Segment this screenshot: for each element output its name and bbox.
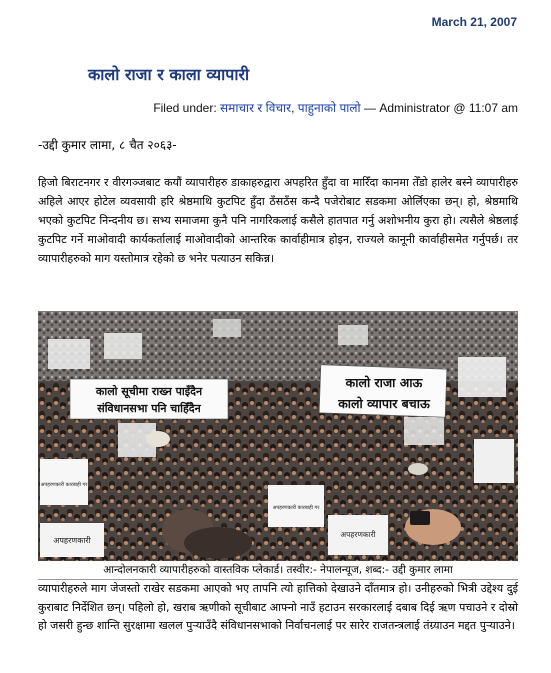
placard-text-4: कालो व्यापार बचाऊ bbox=[338, 396, 430, 411]
placard-blacklist bbox=[70, 379, 228, 419]
placard-kidnapper-left bbox=[40, 461, 88, 505]
post-date: March 21, 2007 bbox=[431, 15, 517, 29]
placard-kidnapper-bottom-left bbox=[40, 523, 104, 557]
placard-text-5: अपहरणकारी कारबाही गर bbox=[40, 482, 88, 488]
post-photo bbox=[38, 311, 518, 561]
placard-black-king bbox=[319, 365, 447, 417]
filed-under-label: Filed under: bbox=[153, 101, 217, 115]
author-timestamp: — Administrator @ 11:07 am bbox=[363, 101, 518, 115]
placard-text-7: अपहरणकारी कारबाही गर bbox=[272, 505, 320, 511]
category-separator: , bbox=[291, 101, 295, 115]
post-title[interactable]: कालो राजा र काला व्यापारी bbox=[88, 65, 250, 84]
post-meta bbox=[153, 99, 518, 116]
protest-crowd-image bbox=[38, 311, 518, 561]
placard-text-2: संविधानसभा पनि चाहिँदैन bbox=[97, 402, 201, 415]
placard-text-8: अपहरणकारी bbox=[340, 530, 376, 539]
placard-text-3: कालो राजा आऊ bbox=[345, 375, 423, 390]
photo-caption: आन्दोलनकारी व्यापारीहरुको वास्तविक प्लेकार्ड। तस्वीर:- नेपालन्यूज, शब्द:- उद्दी कुमार लामा bbox=[38, 563, 518, 580]
post-paragraph-1: हिजो बिराटनगर र वीरगञ्जबाट कयौं व्यापारीहरु डाकाहरुद्वारा अपहरित हुँदा वा मारिँदा कानमा तेँडो हालेर बस्ने व्यापारीहरु अहिले आएर होटेल व्यवसायी हरि श्रेष्ठमाथि कुटपिट हुँदा ठँसठँस कन्दै पजेरोबाट सडकमा ओर्लिएका छन्। हो, श्रेष्ठमाथि भएको कुटपिट निन्दनीय छ। सभ्य समाजमा कुनै पनि नागरिकलाई कसैले हातपात गर्नु अशोभनीय कुरा हो। त्यसैले श्रेष्ठलाई कुटपिट गर्ने माओवादी कार्यकर्तालाई माओवादीको आन्तरिक कार्वाहीमात्र होइन, राज्यले कानूनी कार्वाहीसमेत गर्नुपर्छ। तर व्यापारीहरुको माग यस्तोमात्र रहेको छ भनेर पत्याउन सकिन्न। bbox=[38, 176, 518, 265]
post-paragraph-2: व्यापारीहरुले माग जेजस्तो राखेर सडकमा आएको भए तापनि त्यो हात्तिको देखाउने दाँतमात्र हो। उनीहरुको भित्री उद्देश्य दुई कुराबाट निर्देशित छन्। पहिलो हो, खराब ऋणीको सूचीबाट आफ्नो नाउँ हटाउन सरकारलाई दबाब दिई ऋण पचाउने र दोस्रो हो जसरी हुन्छ शान्ति सुरक्षामा खलल पुऱ्याउँदै संविधानसभाको निर्वाचनलाई पर सारेर राजतन्त्रलाई तंग्र्याउन मद्दत पुऱ्याउने। bbox=[38, 582, 518, 632]
placard-text-1: कालो सूचीमा राख्न पाइँदैन bbox=[95, 385, 203, 398]
category-link-news[interactable]: समाचार र विचार bbox=[220, 101, 292, 115]
category-link-guest[interactable]: पाहुनाको पालो bbox=[297, 101, 361, 115]
post-byline: -उद्दी कुमार लामा, ८ चैत २०६३- bbox=[38, 138, 177, 152]
placard-kidnapper-right bbox=[328, 515, 388, 555]
placard-text-6: अपहरणकारी bbox=[53, 536, 91, 545]
placard-kidnapper-center bbox=[268, 485, 324, 527]
